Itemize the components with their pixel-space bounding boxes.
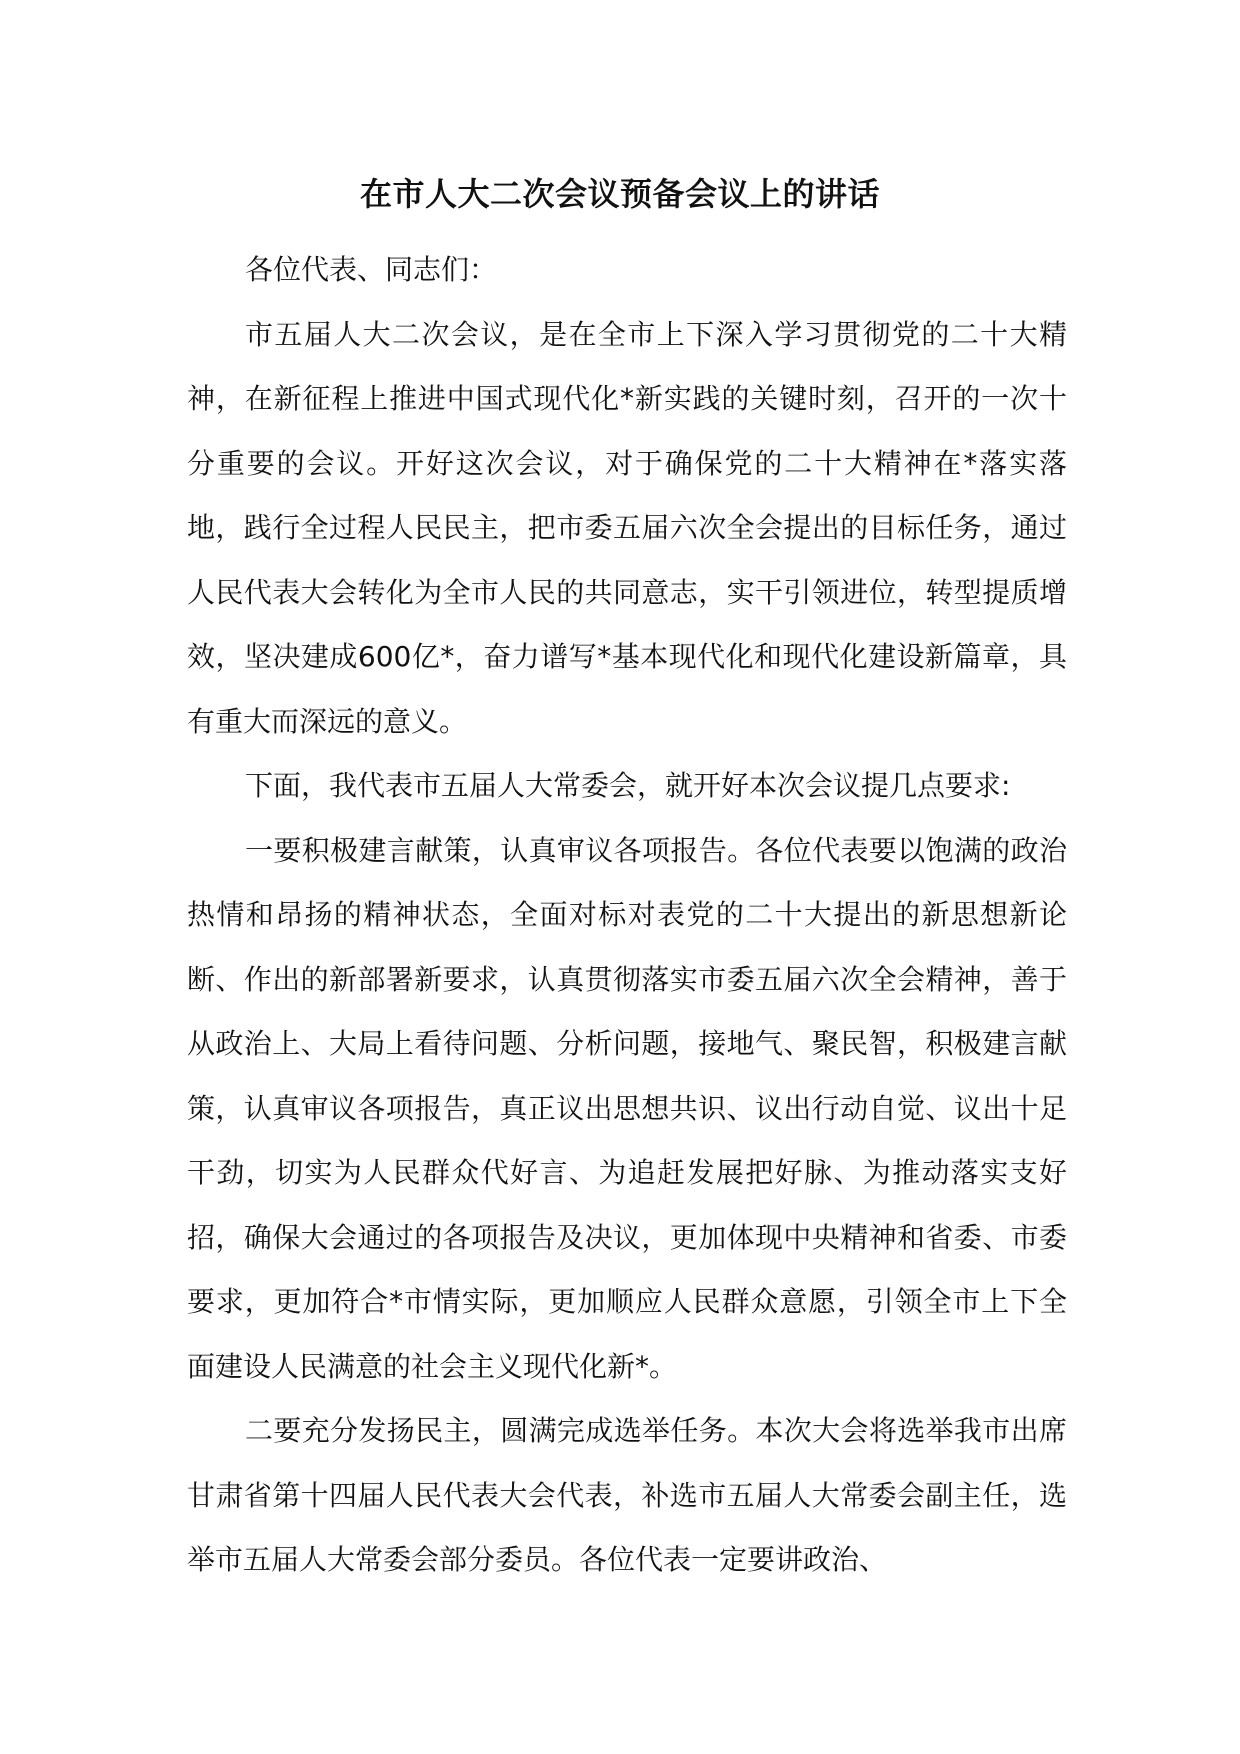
body-paragraph: 二要充分发扬民主，圆满完成选举任务。本次大会将选举我市出席甘肃省第十四届人民代表大会代表，补选市五届人大常委会副主任，选举市五届人大常委会部分委员。各位代表一定要讲政治、	[187, 1414, 1067, 1576]
greeting-paragraph: 各位代表、同志们：	[245, 253, 498, 286]
body-paragraph: 一要积极建言献策，认真审议各项报告。各位代表要以饱满的政治热情和昂扬的精神状态，全面对标对表党的二十大提出的新思想新论断、作出的新部署新要求，认真贯彻落实市委五届六次全会精神，善于从政治上、大局上看待问题、分析问题，接地气、聚民智，积极建言献策，认真审议各项报告，真正议出思想共识、议出行动自觉、议出十足干劲，切实为人民群众代好言、为追赶发展把好脉、为推动落实支好招，确保大会通过的各项报告及决议，更加体现中央精神和省委、市委要求，更加符合*市情实际，更加顺应人民群众意愿，引领全市上下全面建设人民满意的社会主义现代化新*。	[187, 833, 1067, 1383]
document-title: 在市人大二次会议预备会议上的讲话	[359, 175, 880, 213]
document-body	[187, 238, 1067, 1593]
body-paragraph: 下面，我代表市五届人大常委会，就开好本次会议提几点要求:	[245, 769, 1011, 802]
body-paragraph: 市五届人大二次会议，是在全市上下深入学习贯彻党的二十大精神，在新征程上推进中国式现代化*新实践的关键时刻，召开的一次十分重要的会议。开好这次会议，对于确保党的二十大精神在*落实落地，践行全过程人民民主，把市委五届六次全会提出的目标任务，通过人民代表大会转化为全市人民的共同意志，实干引领进位，转型提质增效，坚决建成600亿*，奋力谱写*基本现代化和现代化建设新篇章，具有重大而深远的意义。	[187, 317, 1067, 738]
